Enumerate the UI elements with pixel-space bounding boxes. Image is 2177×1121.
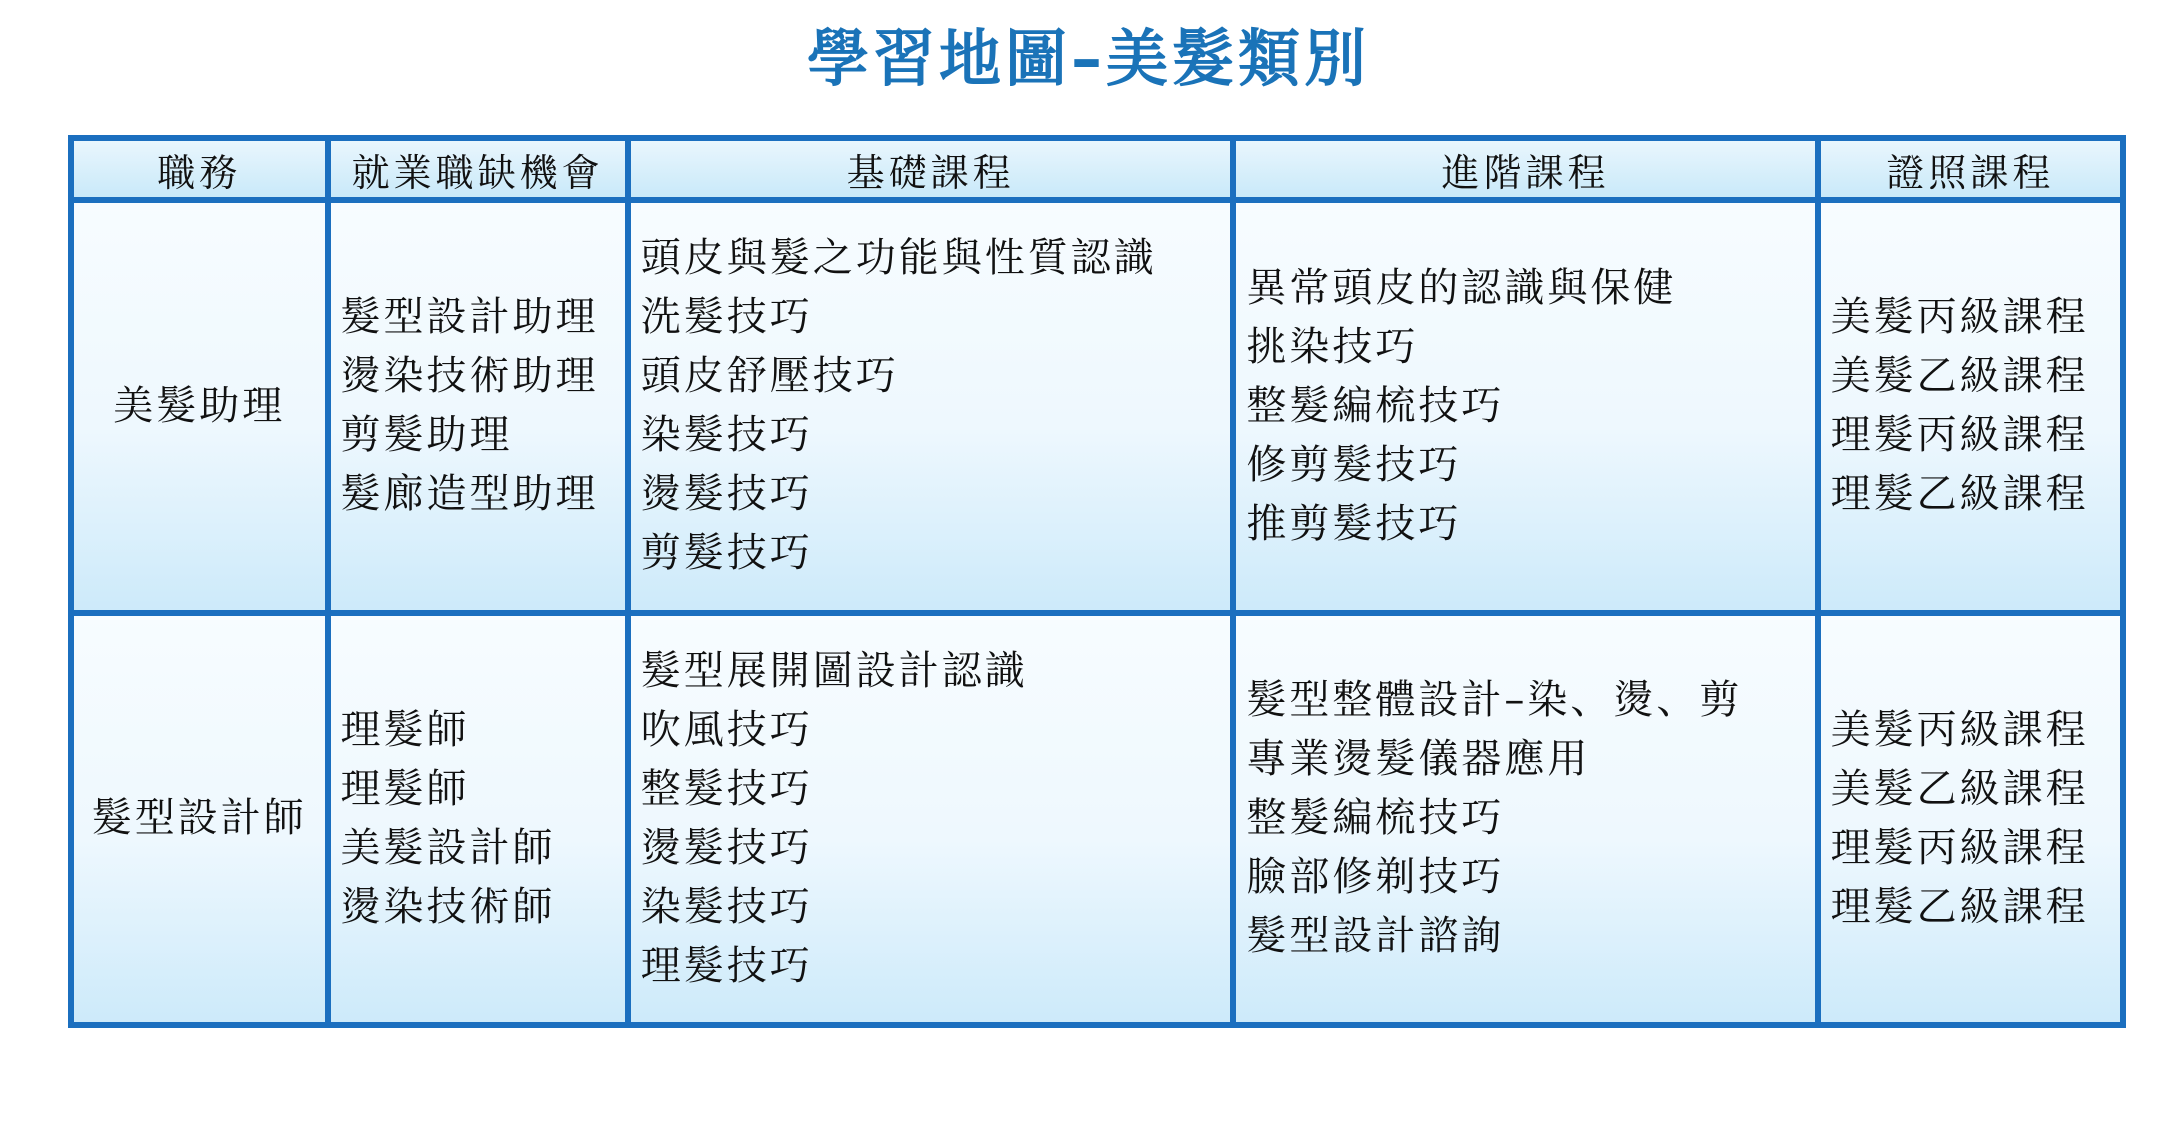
role-cell: 髮型設計師 <box>71 613 328 1026</box>
job-item: 髮廊造型助理 <box>340 471 599 518</box>
advanced-course-item: 專業燙髮儀器應用 <box>1246 736 1591 783</box>
job-item: 理髮師 <box>340 765 470 812</box>
basic-course-item: 染髮技巧 <box>640 883 813 930</box>
advanced-course-item: 臉部修剃技巧 <box>1246 854 1505 901</box>
cert-course-item: 理髮丙級課程 <box>1830 824 2089 871</box>
jobs-cell <box>328 200 628 613</box>
basic-course-item: 染髮技巧 <box>640 412 813 459</box>
cert-course-item: 美髮乙級課程 <box>1830 353 2089 400</box>
cert-course-item: 理髮丙級課程 <box>1830 412 2089 459</box>
cert-course-item: 理髮乙級課程 <box>1830 471 2089 518</box>
table-row <box>71 613 2123 1026</box>
cert-course-item: 美髮丙級課程 <box>1830 706 2089 753</box>
advanced-course-item: 整髮編梳技巧 <box>1246 795 1505 842</box>
job-item: 髮型設計助理 <box>340 294 599 341</box>
advanced-course-item: 髮型整體設計–染、燙、剪 <box>1246 677 1743 724</box>
learning-map-table <box>68 135 2126 1028</box>
basic-courses-cell <box>628 613 1234 1026</box>
basic-course-item: 吹風技巧 <box>640 706 813 753</box>
advanced-course-item: 整髮編梳技巧 <box>1246 382 1505 429</box>
header-role: 職務 <box>71 138 328 200</box>
cert-courses-cell <box>1818 613 2123 1026</box>
basic-course-item: 髮型展開圖設計認識 <box>640 647 1028 694</box>
basic-courses-cell <box>628 200 1234 613</box>
advanced-courses-cell <box>1233 200 1817 613</box>
basic-course-item: 燙髮技巧 <box>640 471 813 518</box>
advanced-course-item: 異常頭皮的認識與保健 <box>1246 264 1677 311</box>
basic-course-item: 燙髮技巧 <box>640 824 813 871</box>
header-basic-courses: 基礎課程 <box>628 138 1234 200</box>
basic-course-item: 頭皮舒壓技巧 <box>640 353 899 400</box>
job-item: 剪髮助理 <box>340 412 513 459</box>
basic-course-item: 頭皮與髮之功能與性質認識 <box>640 235 1157 282</box>
jobs-cell <box>328 613 628 1026</box>
cert-course-item: 美髮乙級課程 <box>1830 765 2089 812</box>
cert-course-item: 理髮乙級課程 <box>1830 883 2089 930</box>
basic-course-item: 洗髮技巧 <box>640 294 813 341</box>
basic-course-item: 整髮技巧 <box>640 765 813 812</box>
header-advanced-courses: 進階課程 <box>1233 138 1817 200</box>
job-item: 燙染技術師 <box>340 883 556 930</box>
cert-courses-cell <box>1818 200 2123 613</box>
page-title: 學習地圖–美髮類別 <box>806 22 1370 95</box>
job-item: 美髮設計師 <box>340 824 556 871</box>
job-item: 燙染技術助理 <box>340 353 599 400</box>
advanced-course-item: 髮型設計諮詢 <box>1246 913 1505 960</box>
cert-course-item: 美髮丙級課程 <box>1830 294 2089 341</box>
table-row <box>71 200 2123 613</box>
table-header-row <box>71 138 2123 200</box>
header-jobs: 就業職缺機會 <box>328 138 628 200</box>
header-cert-courses: 證照課程 <box>1818 138 2123 200</box>
advanced-courses-cell <box>1233 613 1817 1026</box>
advanced-course-item: 修剪髮技巧 <box>1246 441 1462 488</box>
role-cell: 美髮助理 <box>71 200 328 613</box>
basic-course-item: 理髮技巧 <box>640 942 813 989</box>
advanced-course-item: 挑染技巧 <box>1246 323 1419 370</box>
job-item: 理髮師 <box>340 706 470 753</box>
basic-course-item: 剪髮技巧 <box>640 530 813 577</box>
advanced-course-item: 推剪髮技巧 <box>1246 500 1462 547</box>
